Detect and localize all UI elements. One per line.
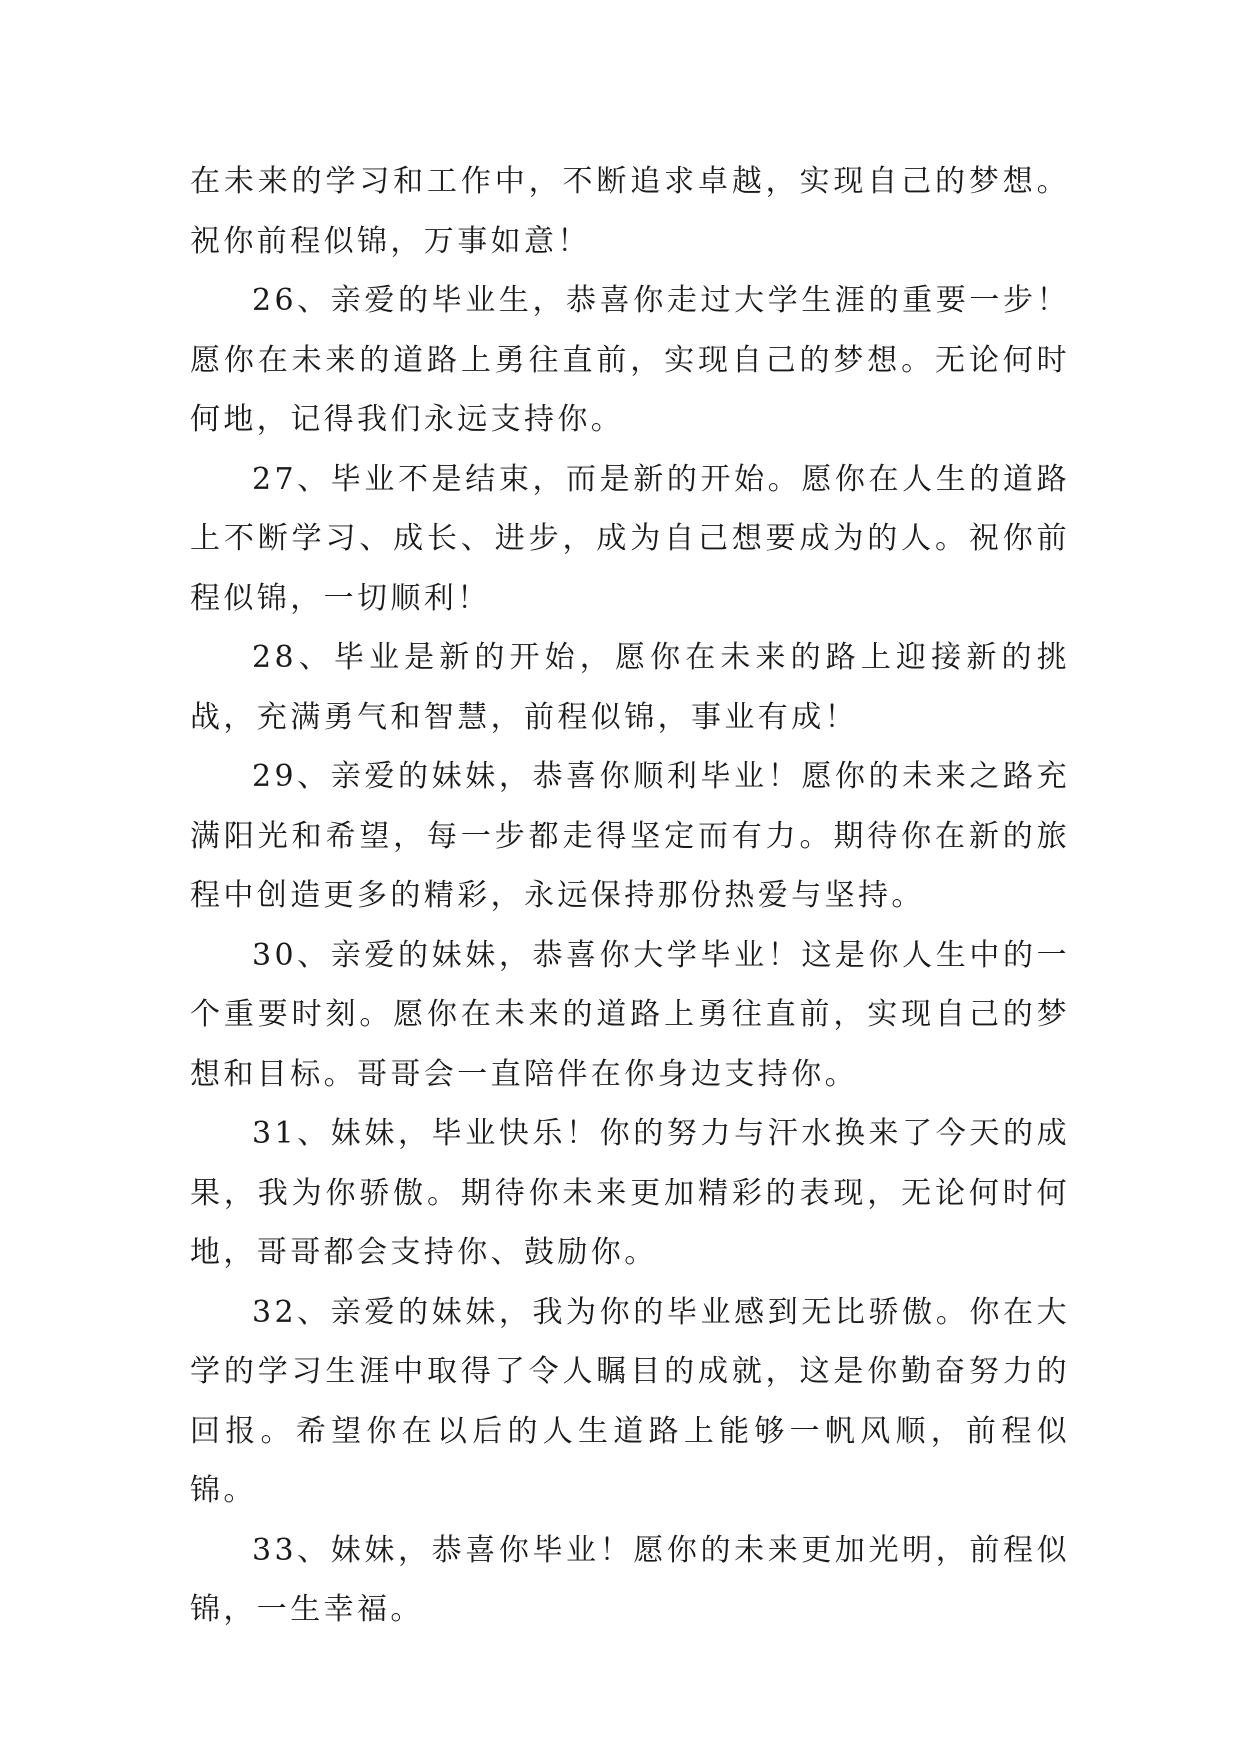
paragraph-continuation: 在未来的学习和工作中，不断追求卓越，实现自己的梦想。祝你前程似锦，万事如意！ <box>190 164 1070 259</box>
paragraph-26: 26、亲爱的毕业生，恭喜你走过大学生涯的重要一步！愿你在未来的道路上勇往直前，实现自己的梦想。无论何时何地，记得我们永远支持你。 <box>190 283 1070 437</box>
paragraph-28: 28、毕业是新的开始，愿你在未来的路上迎接新的挑战，充满勇气和智慧，前程似锦，事业有成！ <box>190 640 1070 735</box>
paragraph-29: 29、亲爱的妹妹，恭喜你顺利毕业！愿你的未来之路充满阳光和希望，每一步都走得坚定而有力。期待你在新的旅程中创造更多的精彩，永远保持那份热爱与坚持。 <box>190 759 1070 913</box>
paragraph-31: 31、妹妹，毕业快乐！你的努力与汗水换来了今天的成果，我为你骄傲。期待你未来更加精彩的表现，无论何时何地，哥哥都会支持你、鼓励你。 <box>190 1116 1070 1270</box>
paragraph-30: 30、亲爱的妹妹，恭喜你大学毕业！这是你人生中的一个重要时刻。愿你在未来的道路上勇往直前，实现自己的梦想和目标。哥哥会一直陪伴在你身边支持你。 <box>190 937 1070 1092</box>
paragraph-32: 32、亲爱的妹妹，我为你的毕业感到无比骄傲。你在大学的学习生涯中取得了令人瞩目的成就，这是你勤奋努力的回报。希望你在以后的人生道路上能够一帆风顺，前程似锦。 <box>190 1294 1070 1508</box>
paragraph-27: 27、毕业不是结束，而是新的开始。愿你在人生的道路上不断学习、成长、进步，成为自己想要成为的人。祝你前程似锦，一切顺利！ <box>190 461 1070 616</box>
paragraph-33: 33、妹妹，恭喜你毕业！愿你的未来更加光明，前程似锦，一生幸福。 <box>190 1532 1070 1627</box>
document-body <box>190 152 1070 1640</box>
